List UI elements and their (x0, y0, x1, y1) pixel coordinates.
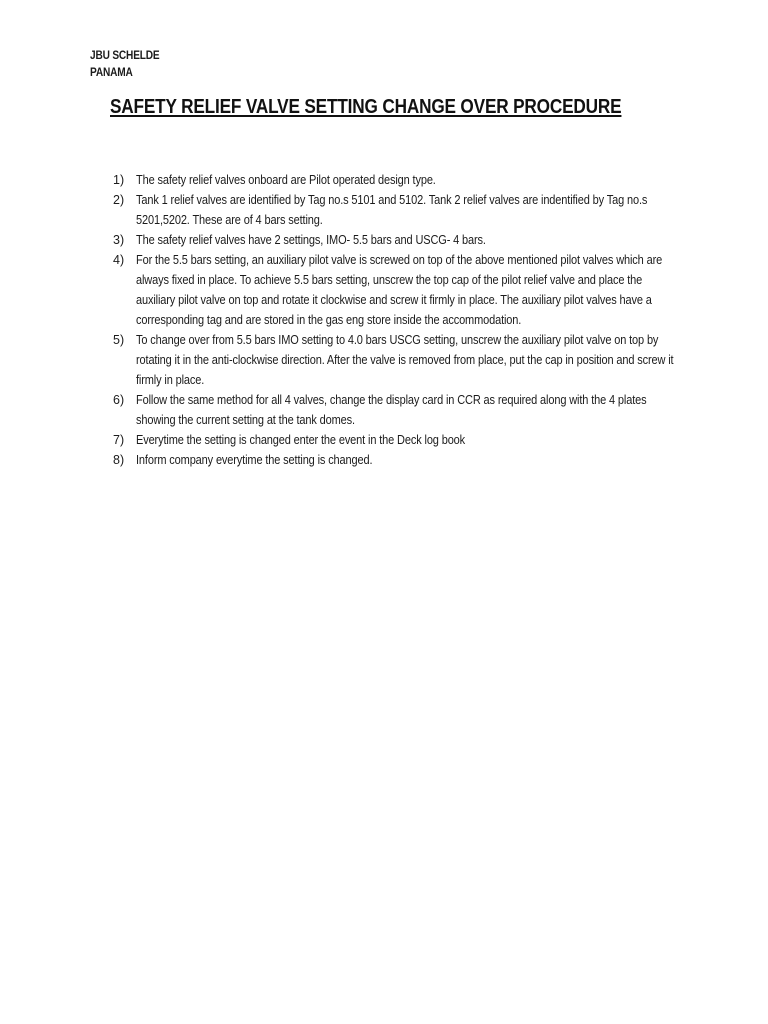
step-number: 8) (113, 453, 125, 467)
procedure-step (113, 170, 673, 190)
procedure-steps-list (113, 170, 673, 470)
vessel-name: JBU SCHELDE (90, 50, 160, 62)
procedure-step (113, 190, 673, 230)
step-text: Inform company everytime the setting is changed. (136, 453, 373, 467)
step-text: To change over from 5.5 bars IMO setting to 4.0 bars USCG setting, unscrew the auxiliary pilot valve on top by rotating it in the anti-clockwise direction. After the valve is removed from place, put the cap in position and screw it firmly in place. (136, 333, 674, 387)
document-header (90, 48, 169, 82)
procedure-step (113, 230, 673, 250)
procedure-step (113, 430, 673, 450)
step-number: 6) (113, 393, 125, 407)
step-text: The safety relief valves onboard are Pilot operated design type. (136, 173, 436, 187)
step-number: 3) (113, 233, 125, 247)
step-number: 5) (113, 333, 125, 347)
step-text: Everytime the setting is changed enter the event in the Deck log book (136, 433, 466, 447)
step-text: Follow the same method for all 4 valves, change the display card in CCR as required along with the 4 plates showing the current setting at the tank domes. (136, 393, 647, 427)
step-text: Tank 1 relief valves are identified by Tag no.s 5101 and 5102. Tank 2 relief valves are indentified by Tag no.s 5201,5202. These are of 4 bars setting. (136, 193, 648, 227)
step-number: 4) (113, 253, 125, 267)
step-number: 2) (113, 193, 125, 207)
document-title (110, 95, 687, 119)
procedure-step (113, 450, 673, 470)
step-number: 7) (113, 433, 125, 447)
step-text: For the 5.5 bars setting, an auxiliary pilot valve is screwed on top of the above mentioned pilot valves which are always fixed in place. To achieve 5.5 bars setting, unscrew the top cap of the pilot relief valve and place the auxiliary pilot valve on top and rotate it clockwise and screw it firmly in place. The auxiliary pilot valves have a corresponding tag and are stored in the gas eng store inside the accommodation. (136, 253, 663, 327)
procedure-step (113, 250, 673, 330)
vessel-flag: PANAMA (90, 67, 133, 79)
document-title-text: SAFETY RELIEF VALVE SETTING CHANGE OVER PROCEDURE (110, 96, 622, 118)
step-text: The safety relief valves have 2 settings, IMO- 5.5 bars and USCG- 4 bars. (136, 233, 486, 247)
procedure-step (113, 330, 673, 390)
step-number: 1) (113, 173, 125, 187)
procedure-step (113, 390, 673, 430)
